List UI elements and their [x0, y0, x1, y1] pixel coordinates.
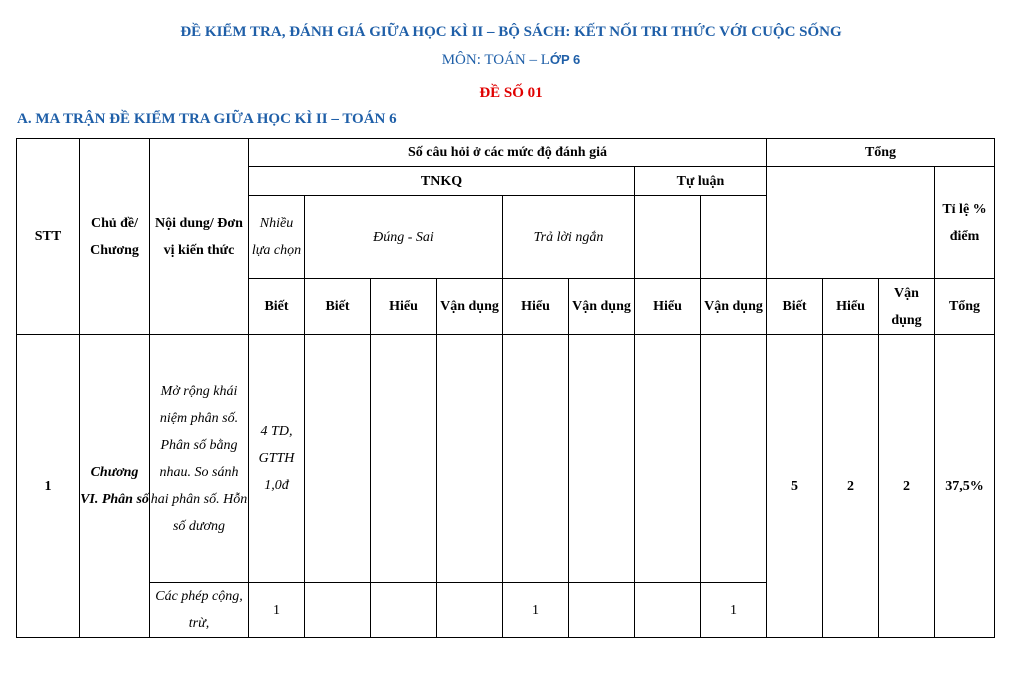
cell — [305, 583, 371, 638]
header-true-false: Đúng - Sai — [305, 196, 503, 279]
cell — [635, 335, 701, 583]
cell — [635, 583, 701, 638]
row1-content-2: Các phép cộng, trừ, — [150, 583, 249, 638]
header-levels: Số câu hỏi ở các mức độ đánh giá — [249, 139, 767, 167]
header-tuluan-blank-1 — [635, 196, 701, 279]
exam-matrix-table — [16, 138, 995, 638]
header-tuluan-blank-2 — [701, 196, 767, 279]
cell — [701, 335, 767, 583]
row1-content-1: Mở rộng khái niệm phân số. Phân số bằng nhau. So sánh hai phân số. Hỗn số dương — [150, 335, 249, 583]
header-tf-vandung: Vận dụng — [437, 279, 503, 335]
row1-chapter: Chương VI. Phân số — [80, 335, 150, 638]
header-tl-vandung: Vận dụng — [701, 279, 767, 335]
header-sum-hieu: Hiểu — [823, 279, 879, 335]
exam-number: ĐỀ SỐ 01 — [479, 85, 543, 101]
header-tnkq: TNKQ — [249, 167, 635, 196]
header-tf-biet: Biết — [305, 279, 371, 335]
cell — [503, 335, 569, 583]
row1-c2-short-hieu: 1 — [503, 583, 569, 638]
row1-sum-vandung: 2 — [879, 335, 935, 638]
header-stt: STT — [17, 139, 80, 335]
document-subtitle — [0, 52, 1022, 69]
header-tf-hieu: Hiểu — [371, 279, 437, 335]
cell — [569, 583, 635, 638]
header-mc-biet: Biết — [249, 279, 305, 335]
header-short-answer: Trả lời ngắn — [503, 196, 635, 279]
header-ratio: Tỉ lệ % điểm — [935, 167, 995, 279]
subtitle-suffix: ỚP 6 — [549, 52, 581, 67]
header-multiple-choice: Nhiều lựa chọn — [249, 196, 305, 279]
header-tuluan: Tự luận — [635, 167, 767, 196]
row1-sum-hieu: 2 — [823, 335, 879, 638]
row1-c1-mc-biet: 4 TD, GTTH 1,0đ — [249, 335, 305, 583]
row1-ratio: 37,5% — [935, 335, 995, 638]
header-chapter: Chủ đề/ Chương — [80, 139, 150, 335]
header-short-hieu: Hiểu — [503, 279, 569, 335]
header-sum-tong: Tổng — [935, 279, 995, 335]
header-tl-hieu: Hiểu — [635, 279, 701, 335]
row1-c2-tl-vandung: 1 — [701, 583, 767, 638]
header-short-vandung: Vận dụng — [569, 279, 635, 335]
header-total: Tổng — [767, 139, 995, 167]
header-total-blank — [767, 167, 935, 279]
section-a-heading: A. MA TRẬN ĐỀ KIỂM TRA GIỮA HỌC KÌ II – TOÁN 6 — [17, 111, 397, 127]
subtitle-prefix: MÔN: TOÁN – L — [441, 52, 550, 68]
cell — [305, 335, 371, 583]
cell — [437, 583, 503, 638]
row1-sum-biet: 5 — [767, 335, 823, 638]
cell — [371, 335, 437, 583]
cell — [569, 335, 635, 583]
cell — [371, 583, 437, 638]
header-sum-vandung: Vận dụng — [879, 279, 935, 335]
row1-c2-mc-biet: 1 — [249, 583, 305, 638]
header-content: Nội dung/ Đơn vị kiến thức — [150, 139, 249, 335]
header-sum-biet: Biết — [767, 279, 823, 335]
document-title: ĐỀ KIỂM TRA, ĐÁNH GIÁ GIỮA HỌC KÌ II – BỘ SÁCH: KẾT NỐI TRI THỨC VỚI CUỘC SỐNG — [180, 24, 842, 40]
cell — [437, 335, 503, 583]
row1-stt: 1 — [17, 335, 80, 638]
